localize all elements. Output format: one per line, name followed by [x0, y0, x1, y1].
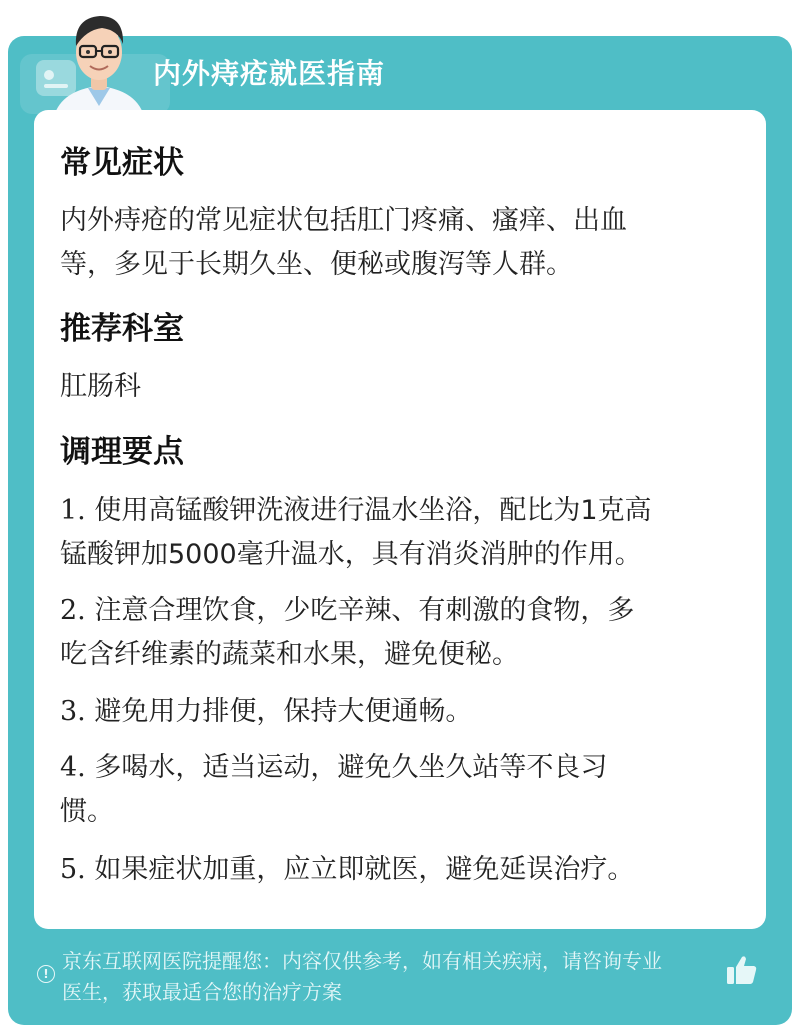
disclaimer-text: [62, 946, 727, 1008]
care-item-line-2: 锰酸钾加5000毫升温水，具有消炎消肿的作用。: [60, 539, 642, 570]
symptoms-line-2: 等，多见于长期久坐、便秘或腹泻等人群。: [60, 249, 573, 280]
care-item-5: [60, 848, 750, 892]
care-item-number: 5.: [60, 854, 86, 885]
care-item-number: 4.: [60, 752, 86, 783]
doctor-avatar: [44, 6, 154, 116]
disclaimer-line-2: 医生，获取最适合您的治疗方案: [62, 980, 342, 1004]
symptoms-line-1: 内外痔疮的常见症状包括肛门疼痛、瘙痒、出血: [60, 205, 627, 236]
care-item-line-1: 注意合理饮食，少吃辛辣、有刺激的食物，多: [94, 595, 635, 626]
care-item-number: 2.: [60, 595, 86, 626]
care-item-3: [60, 690, 750, 734]
care-item-number: 1.: [60, 495, 86, 526]
care-item-line-1: 使用高锰酸钾洗液进行温水坐浴，配比为1克高: [94, 495, 652, 526]
care-item-1: [60, 489, 750, 577]
care-item-4: [60, 746, 750, 834]
care-item-line-1: 多喝水，适当运动，避免久坐久站等不良习: [94, 752, 608, 783]
symptoms-heading: 常见症状: [60, 145, 184, 181]
disclaimer-line-1: 京东互联网医院提醒您：内容仅供参考，如有相关疾病，请咨询专业: [62, 949, 662, 973]
care-item-line-2: 吃含纤维素的蔬菜和水果，避免便秘。: [60, 639, 519, 670]
page-title: 内外痔疮就医指南: [153, 57, 386, 90]
symptoms-text: [60, 199, 750, 287]
info-icon: !: [37, 965, 55, 983]
care-item-line-2: 惯。: [60, 796, 114, 827]
care-item-2: [60, 589, 750, 677]
care-item-number: 3.: [60, 696, 86, 727]
care-heading: 调理要点: [60, 434, 184, 470]
thumbs-up-icon[interactable]: [724, 952, 760, 988]
care-item-line-1: 如果症状加重，应立即就医，避免延误治疗。: [94, 854, 635, 885]
department-value: 肛肠科: [60, 371, 141, 402]
care-item-line-1: 避免用力排便，保持大便通畅。: [94, 696, 473, 727]
department-heading: 推荐科室: [60, 311, 184, 347]
